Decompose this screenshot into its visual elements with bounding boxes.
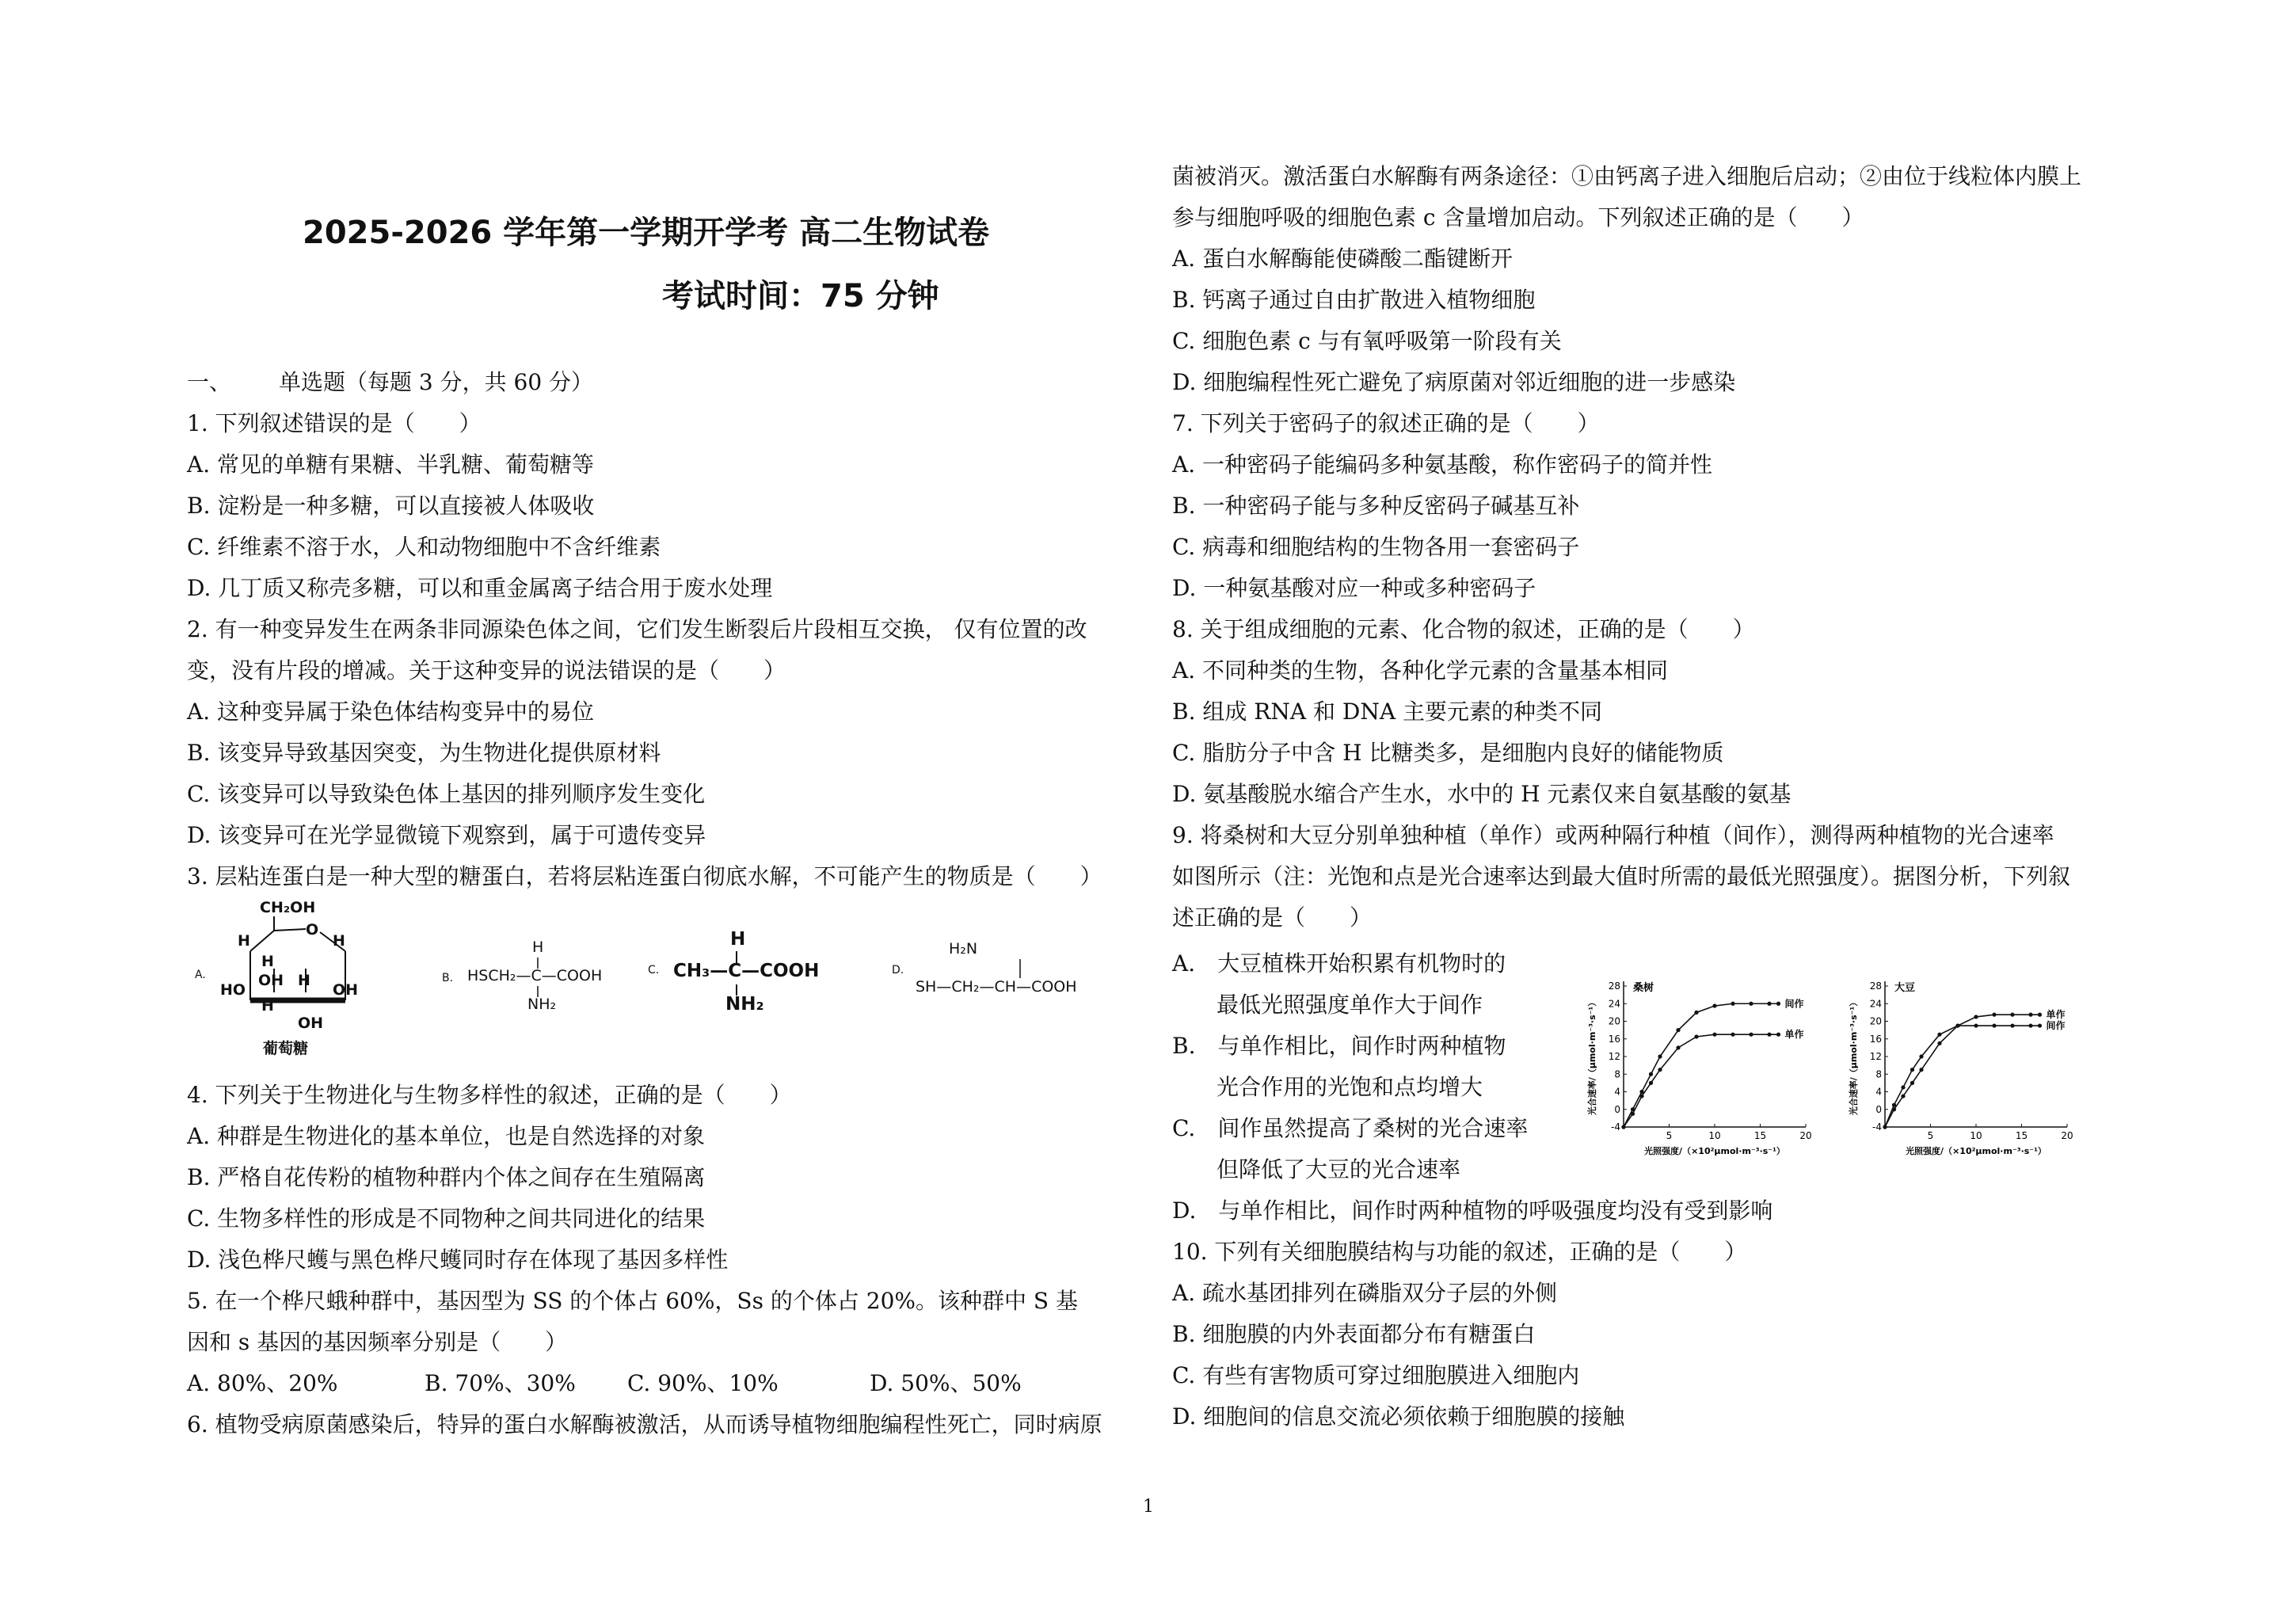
left-line: B. 严格自花传粉的植物种群内个体之间存在生殖隔离	[187, 1164, 706, 1190]
left-line: C. 生物多样性的形成是不同物种之间共同进化的结果	[187, 1205, 706, 1232]
right-line: 9. 将桑树和大豆分别单独种植（单作）或两种隔行种植（间作），测得两种植物的光合速率	[1172, 822, 2054, 848]
data-point	[1649, 1072, 1653, 1076]
right-line: B. 组成 RNA 和 DNA 主要元素的种类不同	[1172, 699, 1602, 725]
q3-bond-lines	[187, 899, 1137, 1065]
y-tick-label: 24	[1869, 998, 1882, 1010]
chart-title: 大豆	[1894, 982, 1916, 994]
x-tick-label: 10	[1970, 1130, 1982, 1141]
data-point	[1901, 1094, 1905, 1098]
data-point	[1992, 1013, 1996, 1017]
data-point	[1883, 1125, 1887, 1129]
left-line: 5. 在一个桦尺蛾种群中，基因型为 SS 的个体占 60%，Ss 的个体占 20%。该种群中 S 基	[187, 1288, 1078, 1314]
data-point	[1992, 1023, 1996, 1027]
data-point	[1937, 1041, 1941, 1045]
y-tick-label: 4	[1875, 1086, 1882, 1098]
y-tick-label: 16	[1869, 1033, 1882, 1045]
right-line: 述正确的是（ ）	[1172, 904, 1373, 931]
y-tick-label: 24	[1608, 998, 1620, 1010]
data-point	[1639, 1094, 1643, 1098]
y-tick-label: 8	[1875, 1068, 1882, 1080]
right-line: D. 与单作相比，间作时两种植物的呼吸强度均没有受到影响	[1172, 1197, 1773, 1224]
q3-structures	[187, 899, 1137, 1065]
chart-soybean-svg	[1837, 970, 2099, 1168]
series-line	[1624, 1003, 1779, 1127]
right-line: A. 一种密码子能编码多种氨基酸，称作密码子的简并性	[1172, 451, 1713, 478]
glucose-ring-o: O	[306, 921, 319, 939]
q3-option-c-main: CH₃—C—COOH	[673, 961, 820, 981]
right-line: D. 氨基酸脱水缩合产生水，水中的 H 元素仅来自氨基酸的氨基	[1172, 781, 1791, 807]
q5-option-c: C. 90%、10%	[627, 1370, 779, 1396]
data-point	[1649, 1081, 1653, 1085]
y-tick-label: 0	[1875, 1103, 1882, 1115]
right-line: B. 细胞膜的内外表面都分布有糖蛋白	[1172, 1321, 1536, 1347]
x-tick-label: 5	[1666, 1130, 1673, 1141]
q3-option-b-label: B.	[442, 972, 454, 984]
x-tick-label: 15	[2015, 1130, 2028, 1141]
page-number: 1	[1143, 1497, 1154, 1517]
series-legend-label: 单作	[1784, 1029, 1804, 1041]
y-tick-label: 16	[1608, 1033, 1620, 1045]
y-axis-label: 光合速率/（μmol·m⁻³·s⁻¹）	[1587, 997, 1597, 1116]
chart-soybean	[1837, 970, 2099, 1171]
data-point	[1974, 1015, 1978, 1019]
q3-option-b-nh2: NH₂	[527, 996, 557, 1013]
right-line: B. 钙离子通过自由扩散进入植物细胞	[1172, 287, 1536, 313]
y-tick-label: 28	[1869, 980, 1882, 992]
series-legend-label: 间作	[2046, 1020, 2066, 1032]
q3-option-b-main: HSCH₂—C—COOH	[467, 967, 603, 984]
data-point	[1937, 1033, 1941, 1037]
q9-option-line: 最低光照强度单作大于间作	[1172, 992, 1483, 1018]
x-tick-label: 5	[1927, 1130, 1934, 1141]
right-line: B. 一种密码子能与多种反密码子碱基互补	[1172, 493, 1580, 519]
left-line: C. 纤维素不溶于水，人和动物细胞中不含纤维素	[187, 534, 661, 560]
data-point	[1910, 1081, 1914, 1085]
q3-option-d-label: D.	[892, 964, 904, 977]
data-point	[1676, 1028, 1680, 1032]
data-point	[1919, 1054, 1923, 1058]
data-point	[1974, 1023, 1978, 1027]
glucose-h5: H	[261, 997, 274, 1015]
data-point	[1731, 1033, 1734, 1037]
y-axis-label: 光合速率/（μmol·m⁻³·s⁻¹）	[1849, 997, 1859, 1116]
right-line: 8. 关于组成细胞的元素、化合物的叙述，正确的是（ ）	[1172, 616, 1755, 642]
q9-option-line: 光合作用的光饱和点均增大	[1172, 1074, 1483, 1100]
y-tick-label: 20	[1869, 1015, 1882, 1027]
data-point	[1694, 1034, 1698, 1038]
data-point	[2038, 1013, 2042, 1017]
glucose-oh1: OH	[258, 972, 284, 989]
glucose-ch2oh: CH₂OH	[260, 899, 316, 916]
left-line: 3. 层粘连蛋白是一种大型的糖蛋白，若将层粘连蛋白彻底水解，不可能产生的物质是（ ）	[187, 863, 1102, 889]
series-legend-label: 单作	[2046, 1009, 2066, 1021]
left-line: 6. 植物受病原菌感染后，特异的蛋白水解酶被激活，从而诱导植物细胞编程性死亡，同时病原	[187, 1411, 1102, 1437]
x-tick-label: 10	[1708, 1130, 1721, 1141]
data-point	[1621, 1125, 1625, 1129]
data-point	[2010, 1023, 2014, 1027]
right-line: C. 脂肪分子中含 H 比糖类多，是细胞内良好的储能物质	[1172, 740, 1724, 766]
left-line: 2. 有一种变异发生在两条非同源染色体之间，它们发生断裂后片段相互交换， 仅有位置的改	[187, 616, 1087, 642]
section-label: 一、	[187, 369, 232, 395]
data-point	[1694, 1011, 1698, 1015]
q3-option-c-nh2: NH₂	[725, 994, 764, 1015]
data-point	[1776, 1002, 1780, 1006]
right-line: 10. 下列有关细胞膜结构与功能的叙述，正确的是（ ）	[1172, 1239, 1747, 1265]
y-tick-label: 12	[1608, 1051, 1620, 1062]
q9-option-line: 但降低了大豆的光合速率	[1172, 1156, 1461, 1182]
left-line: A. 这种变异属于染色体结构变异中的易位	[187, 699, 595, 725]
left-line: 变，没有片段的增减。关于这种变异的说法错误的是（ ）	[187, 657, 786, 683]
y-tick-label: 20	[1608, 1015, 1620, 1027]
q3-option-d-top: H₂N	[949, 940, 978, 958]
x-axis-label: 光照强度/（×10²μmol·m⁻³·s⁻¹）	[1644, 1146, 1785, 1156]
glucose-h2: H	[333, 932, 345, 950]
q3-option-b-h: H	[532, 939, 544, 956]
right-line: A. 疏水基团排列在磷脂双分子层的外侧	[1172, 1280, 1558, 1306]
q3-option-d-main: SH—CH₂—CH—COOH	[916, 978, 1077, 996]
chart-mulberry-svg	[1576, 970, 1837, 1168]
data-point	[1631, 1112, 1635, 1116]
right-line: A. 不同种类的生物，各种化学元素的含量基本相同	[1172, 657, 1669, 683]
left-line: D. 几丁质又称壳多糖，可以和重金属离子结合用于废水处理	[187, 575, 773, 601]
right-line: D. 细胞编程性死亡避免了病原菌对邻近细胞的进一步感染	[1172, 369, 1736, 395]
glucose-h4: H	[298, 972, 310, 989]
glucose-name: 葡萄糖	[263, 1040, 309, 1057]
q9-option-line: B. 与单作相比，间作时两种植物	[1172, 1033, 1506, 1059]
data-point	[1919, 1068, 1923, 1072]
y-tick-label: 8	[1614, 1068, 1620, 1080]
right-line: C. 细胞色素 c 与有氧呼吸第一阶段有关	[1172, 328, 1562, 354]
data-point	[1749, 1033, 1753, 1037]
q9-option-line: A. 大豆植株开始积累有机物时的	[1172, 950, 1506, 977]
data-point	[2028, 1023, 2032, 1027]
left-line: 4. 下列关于生物进化与生物多样性的叙述，正确的是（ ）	[187, 1082, 792, 1108]
y-tick-label: 4	[1614, 1086, 1620, 1098]
left-line: A. 种群是生物进化的基本单位，也是自然选择的对象	[187, 1123, 706, 1149]
left-line: 1. 下列叙述错误的是（ ）	[187, 410, 482, 436]
data-point	[1910, 1068, 1914, 1072]
data-point	[1676, 1045, 1680, 1049]
data-point	[1776, 1033, 1780, 1037]
exam-duration: 考试时间：75 分钟	[662, 278, 939, 314]
left-line: B. 该变异导致基因突变，为生物进化提供原材料	[187, 740, 661, 766]
exam-title: 2025-2026 学年第一学期开学考 高二生物试卷	[303, 215, 990, 251]
q9-option-line: C. 间作虽然提高了桑树的光合速率	[1172, 1115, 1529, 1141]
glucose-h1: H	[238, 932, 250, 950]
right-line: C. 有些有害物质可穿过细胞膜进入细胞内	[1172, 1362, 1580, 1388]
data-point	[1658, 1068, 1662, 1072]
data-point	[1901, 1085, 1905, 1089]
data-point	[2010, 1013, 2014, 1017]
data-point	[1712, 1003, 1716, 1007]
glucose-oh3: OH	[298, 1015, 324, 1032]
x-tick-label: 15	[1753, 1130, 1767, 1141]
x-axis-label: 光照强度/（×10²μmol·m⁻³·s⁻¹）	[1906, 1146, 2047, 1156]
x-tick-label: 20	[1799, 1130, 1812, 1141]
y-tick-label: -4	[1611, 1121, 1620, 1133]
left-line: B. 淀粉是一种多糖，可以直接被人体吸收	[187, 493, 595, 519]
data-point	[1712, 1033, 1716, 1037]
data-point	[2038, 1023, 2042, 1027]
chart-mulberry	[1576, 970, 1837, 1171]
section-heading: 单选题（每题 3 分，共 60 分）	[279, 369, 594, 395]
data-point	[1731, 1002, 1734, 1006]
q5-option-b: B. 70%、30%	[425, 1370, 576, 1396]
data-point	[1955, 1023, 1959, 1027]
y-tick-label: 28	[1608, 980, 1620, 992]
series-line	[1885, 1026, 2040, 1127]
chart-title: 桑树	[1633, 982, 1654, 994]
y-tick-label: -4	[1872, 1121, 1882, 1133]
right-line: D. 一种氨基酸对应一种或多种密码子	[1172, 575, 1536, 601]
right-line: 参与细胞呼吸的细胞色素 c 含量增加启动。下列叙述正确的是（ ）	[1172, 204, 1864, 230]
right-line: D. 细胞间的信息交流必须依赖于细胞膜的接触	[1172, 1403, 1625, 1430]
data-point	[1658, 1054, 1662, 1058]
right-line: C. 病毒和细胞结构的生物各用一套密码子	[1172, 534, 1580, 560]
left-line: C. 该变异可以导致染色体上基因的排列顺序发生变化	[187, 781, 706, 807]
q3-option-c-label: C.	[648, 964, 660, 977]
right-line: 如图所示（注：光饱和点是光合速率达到最大值时所需的最低光照强度）。据图分析，下列叙	[1172, 863, 2071, 889]
data-point	[1749, 1002, 1753, 1006]
data-point	[2028, 1013, 2032, 1017]
series-legend-label: 间作	[1784, 998, 1804, 1010]
left-line: A. 常见的单糖有果糖、半乳糖、葡萄糖等	[187, 451, 595, 478]
left-line: D. 浅色桦尺蠖与黑色桦尺蠖同时存在体现了基因多样性	[187, 1247, 729, 1273]
right-line: A. 蛋白水解酶能使磷酸二酯键断开	[1172, 246, 1514, 272]
left-line: D. 该变异可在光学显微镜下观察到，属于可遗传变异	[187, 822, 706, 848]
series-line	[1885, 1015, 2040, 1127]
data-point	[1767, 1002, 1771, 1006]
glucose-h3: H	[261, 953, 274, 970]
q3-option-c-h: H	[730, 929, 746, 950]
q5-option-d: D. 50%、50%	[870, 1370, 1022, 1396]
glucose-oh2: OH	[333, 981, 359, 999]
x-tick-label: 20	[2061, 1130, 2073, 1141]
q3-option-a-label: A.	[195, 969, 206, 981]
data-point	[1767, 1033, 1771, 1037]
y-tick-label: 0	[1614, 1103, 1620, 1115]
glucose-ho: HO	[220, 981, 246, 999]
right-line: 7. 下列关于密码子的叙述正确的是（ ）	[1172, 410, 1600, 436]
right-line: 菌被消灭。激活蛋白水解酶有两条途径：①由钙离子进入细胞后启动；②由位于线粒体内膜上	[1172, 163, 2082, 189]
left-line: 因和 s 基因的基因频率分别是（ ）	[187, 1329, 568, 1355]
data-point	[1892, 1103, 1896, 1107]
y-tick-label: 12	[1869, 1051, 1882, 1062]
q5-option-a: A. 80%、20%	[187, 1370, 338, 1396]
